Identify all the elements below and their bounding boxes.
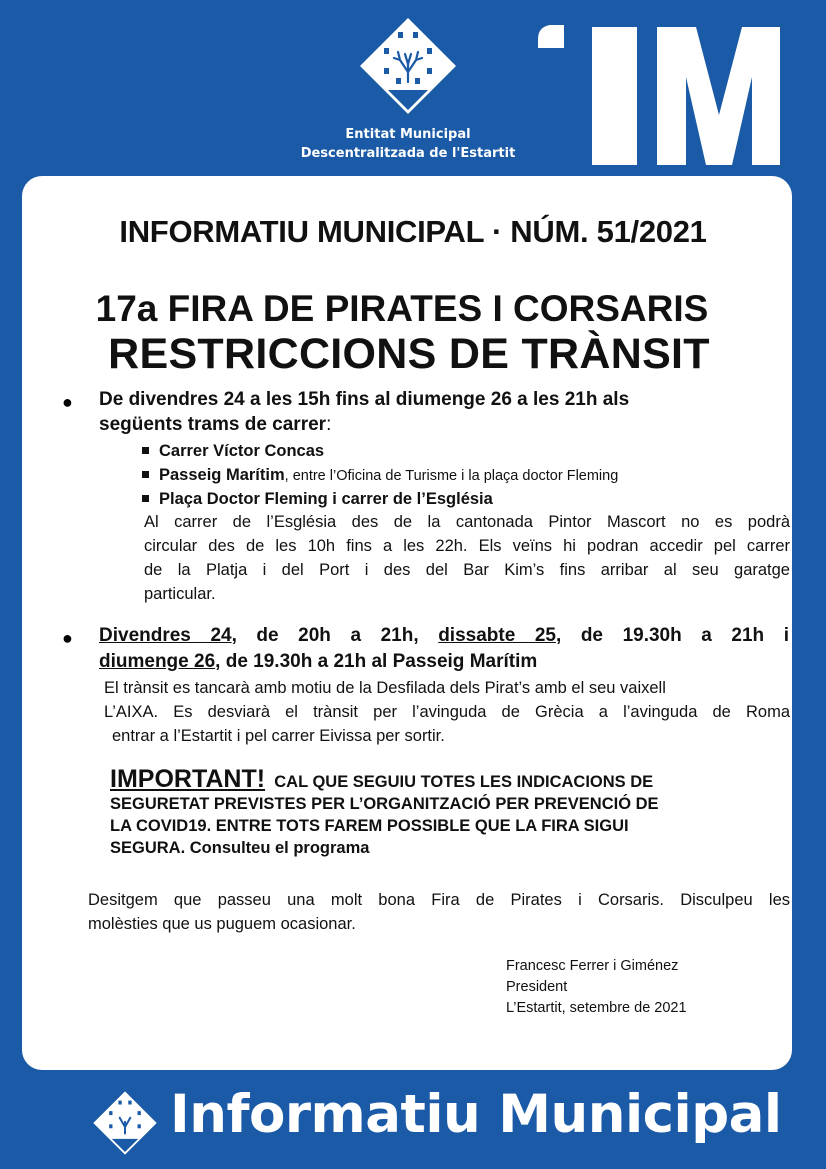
section1-note-line: circular des de les 10h fins a les 22h. Els veïns hi podran accedir pel carrer xyxy=(144,537,790,555)
street-item xyxy=(142,439,324,463)
important-line3: LA COVID19. ENTRE TOTS FAREM POSSIBLE QUE LA FIRA SIGUI xyxy=(110,817,629,835)
square-bullet-icon xyxy=(142,471,149,478)
time-range: , de 19.30h a 21h i xyxy=(555,625,790,646)
section2-lead-line2 xyxy=(99,650,789,674)
im-brand-mark xyxy=(536,5,782,165)
bullet-icon: ● xyxy=(62,628,73,648)
footer-title: Informatiu Municipal xyxy=(170,1084,782,1145)
square-bullet-icon xyxy=(142,447,149,454)
section1-note-line: de la Platja i del Port i des del Bar Kim’s fins arribar al seu garatge xyxy=(144,561,790,579)
street-name: Passeig Marítim xyxy=(159,466,285,484)
section2-note-line: El trànsit es tancarà amb motiu de la Desfilada dels Pirat’s amb el seu vaixell xyxy=(104,679,666,697)
section1-note-line: particular. xyxy=(144,585,216,603)
important-line2: SEGURETAT PREVISTES PER L’ORGANITZACIÓ PER PREVENCIÓ DE xyxy=(110,795,659,813)
signature-block xyxy=(506,956,687,1019)
important-line1 xyxy=(110,765,770,793)
day-label: Divendres 24 xyxy=(99,625,232,646)
street-name: Carrer Víctor Concas xyxy=(159,442,325,460)
important-notice xyxy=(110,765,770,859)
day-label: dissabte 25 xyxy=(438,625,556,646)
entity-line-1: Entitat Municipal xyxy=(345,127,471,142)
section1-lead-line2 xyxy=(99,413,789,437)
bulletin-number: INFORMATIU MUNICIPAL · NÚM. 51/2021 xyxy=(119,214,707,249)
title-line-1: 17a FIRA DE PIRATES I CORSARIS xyxy=(95,288,709,329)
important-label: IMPORTANT! xyxy=(110,765,266,793)
street-item xyxy=(142,487,493,511)
time-range: , de 20h a 21h, xyxy=(231,625,439,646)
street-item xyxy=(142,463,618,488)
street-name: Plaça Doctor Fleming i carrer de l’Església xyxy=(159,490,493,508)
important-text: CAL QUE SEGUIU TOTES LES INDICACIONS DE xyxy=(274,773,654,791)
closing-line2: molèsties que us puguem ocasionar. xyxy=(88,915,356,933)
section2-note-line: L’AIXA. Es desviarà el trànsit per l’avinguda de Grècia a l’avinguda de Roma xyxy=(104,703,790,721)
section1-lead-line1: De divendres 24 a les 15h fins al diumenge 26 a les 21h als xyxy=(99,389,630,410)
square-bullet-icon xyxy=(142,495,149,502)
footer-coat-of-arms-logo xyxy=(92,1090,158,1156)
section1-lead-colon: : xyxy=(326,414,332,435)
entity-name xyxy=(280,125,536,163)
place-date: L’Estartit, setembre de 2021 xyxy=(506,1000,687,1016)
bullet-icon: ● xyxy=(62,392,73,412)
entity-line-2: Descentralitzada de l'Estartit xyxy=(300,146,516,161)
title-line-2: RESTRICCIONS DE TRÀNSIT xyxy=(108,330,710,378)
signer-name: Francesc Ferrer i Giménez xyxy=(506,958,679,974)
day-label: diumenge 26 xyxy=(99,651,216,672)
section1-lead-text: següents trams de carrer xyxy=(99,414,327,435)
section2-note-line: entrar a l’Estartit i pel carrer Eivissa per sortir. xyxy=(112,727,445,745)
section1-note-line: Al carrer de l’Església des de la cantonada Pintor Mascort no es podrà xyxy=(144,513,790,531)
time-range: , de 19.30h a 21h al Passeig Marítim xyxy=(215,651,538,672)
section2-lead-line1 xyxy=(99,624,789,648)
signer-role: President xyxy=(506,979,568,995)
important-line4: SEGURA. Consulteu el programa xyxy=(110,839,370,857)
street-detail: , entre l’Oficina de Turisme i la plaça doctor Fleming xyxy=(284,468,619,484)
closing-line1: Desitgem que passeu una molt bona Fira de Pirates i Corsaris. Disculpeu les xyxy=(88,891,790,909)
coat-of-arms-logo xyxy=(358,16,458,116)
